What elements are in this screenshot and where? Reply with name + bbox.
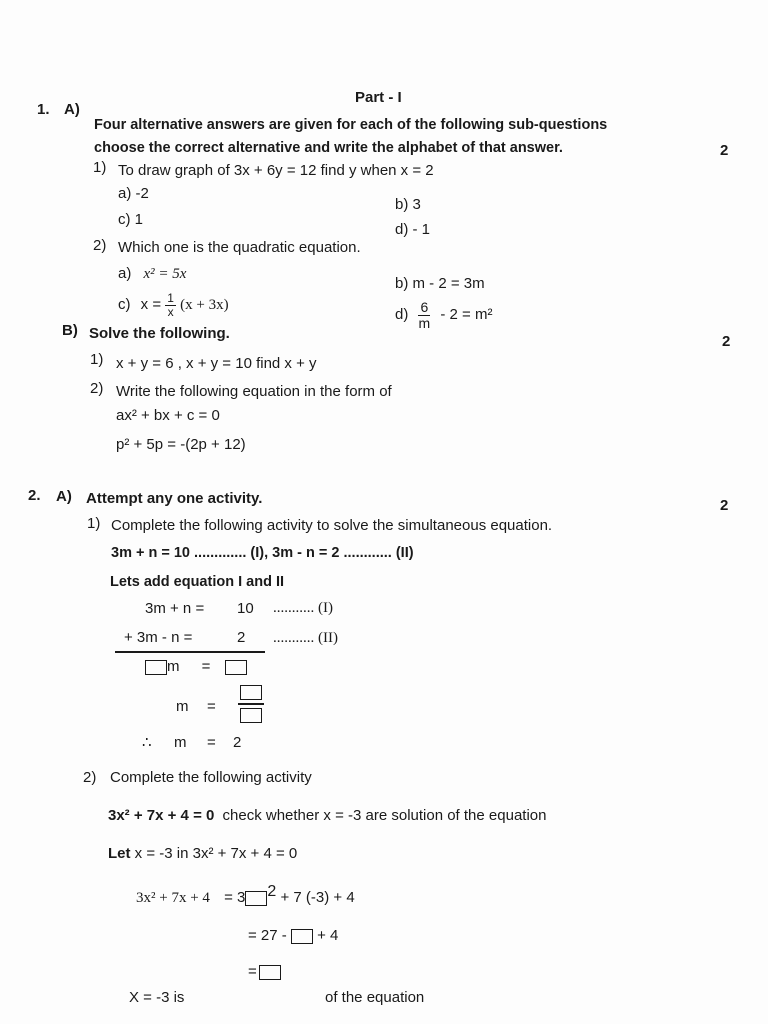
q2-act2-text: Complete the following activity bbox=[110, 769, 312, 786]
q1-b2-text: Write the following equation in the form of bbox=[116, 383, 392, 400]
q2-act2-line3-post: + 7 (-3) + 4 bbox=[280, 889, 355, 906]
answer-blank-box[interactable] bbox=[259, 965, 281, 980]
q2-act2-line4-pre: = 27 - bbox=[248, 927, 287, 944]
q2-act1-add-line: Lets add equation I and II bbox=[110, 574, 285, 590]
q1-sub2-option-d bbox=[395, 300, 492, 330]
q1-b2-equation: p² + 5p = -(2p + 12) bbox=[116, 436, 246, 453]
q2-act2-line3-sup: 2 bbox=[267, 883, 277, 900]
q2-act2-line1-equation: 3x² + 7x + 4 = 0 bbox=[108, 807, 215, 824]
q2-act1-row1-lhs: 3m + n = bbox=[145, 600, 205, 617]
q1-sub2-option-c-rest: (x + 3x) bbox=[180, 297, 229, 314]
q1-sub2-option-b: b) m - 2 = 3m bbox=[395, 275, 485, 292]
q1-b2-form: ax² + bx + c = 0 bbox=[116, 407, 220, 424]
q1-sub2-option-d-rest: - 2 = m² bbox=[440, 306, 493, 324]
q2-act2-line2 bbox=[108, 846, 297, 861]
q2-act1-row4-var: m bbox=[176, 698, 189, 715]
q2-a-title: Attempt any one activity. bbox=[86, 490, 263, 507]
q2-act2-line3 bbox=[136, 884, 355, 906]
q2-number: 2. bbox=[28, 487, 41, 504]
fraction-denominator: m bbox=[418, 314, 431, 331]
q1-b-title: Solve the following. bbox=[89, 325, 230, 342]
q1-sub1-text: To draw graph of 3x + 6y = 12 find y when x = 2 bbox=[118, 162, 434, 179]
q2-act1-row5-therefore: ∴ bbox=[142, 734, 152, 751]
q2-act1-row5-eq: = bbox=[207, 734, 216, 751]
q2-act1-row4-eq: = bbox=[207, 698, 216, 715]
q2-a-marks: 2 bbox=[720, 497, 729, 514]
fraction-bar bbox=[238, 703, 264, 705]
q2-act1-row3 bbox=[145, 659, 247, 675]
q2-act2-line3-lhs: 3x² + 7x + 4 bbox=[136, 890, 210, 906]
sum-divider-line bbox=[115, 651, 265, 653]
q2-act2-line1 bbox=[108, 808, 546, 823]
q1-sub2-option-a-text: x² = 5x bbox=[143, 266, 187, 282]
q1-sub1-option-c: c) 1 bbox=[118, 211, 144, 228]
fraction-numerator: 6 bbox=[420, 299, 429, 315]
q2-act2-line4-post: + 4 bbox=[317, 927, 339, 944]
q2-act2-conclusion-a: X = -3 is bbox=[129, 989, 185, 1006]
q2-act2-line5-pre: = bbox=[248, 963, 257, 980]
answer-blank-box[interactable] bbox=[145, 660, 167, 675]
q1-b-label: B) bbox=[62, 322, 78, 339]
q2-act2-line4 bbox=[248, 928, 338, 944]
q1-a-marks: 2 bbox=[720, 142, 729, 159]
answer-blank-box[interactable] bbox=[291, 929, 313, 944]
q1-sub1-number: 1) bbox=[93, 159, 107, 176]
fraction-denominator: x bbox=[167, 304, 174, 319]
q1-sub2-option-d-fraction bbox=[417, 300, 433, 330]
q2-act1-row1-rhs: 10 bbox=[237, 600, 254, 617]
q1-a-instruction-line2: choose the correct alternative and write the alphabet of that answer. bbox=[94, 140, 563, 156]
q2-act1-row5-var: m bbox=[174, 734, 187, 751]
q1-b1-text: x + y = 6 , x + y = 10 find x + y bbox=[116, 355, 317, 372]
q2-act2-line1-text: check whether x = -3 are solution of the equation bbox=[222, 807, 547, 824]
q1-b1-number: 1) bbox=[90, 351, 104, 368]
q2-act1-row4-fraction bbox=[238, 685, 264, 723]
q2-act2-line2-let: Let bbox=[108, 845, 131, 862]
q2-act1-row2-rhs: 2 bbox=[237, 629, 246, 646]
q1-a-instruction-line1: Four alternative answers are given for each of the following sub-questions bbox=[94, 117, 608, 133]
q1-sub2-option-a-label: a) bbox=[118, 265, 132, 282]
q2-act1-number: 1) bbox=[87, 515, 101, 532]
q1-b-marks: 2 bbox=[722, 333, 731, 350]
answer-blank-box[interactable] bbox=[240, 708, 262, 723]
q1-sub2-number: 2) bbox=[93, 237, 107, 254]
q1-sub1-option-b: b) 3 bbox=[395, 196, 421, 213]
q1-a-label: A) bbox=[64, 101, 80, 118]
q2-act1-row5-val: 2 bbox=[233, 734, 242, 751]
q1-sub2-option-c bbox=[118, 292, 229, 318]
q2-act1-row1-tag: ........... (I) bbox=[273, 600, 333, 616]
q2-act1-row3-eq: = bbox=[201, 658, 211, 675]
q2-act1-equations: 3m + n = 10 ............. (I), 3m - n = 2 ............ (II) bbox=[111, 545, 414, 561]
q2-act2-number: 2) bbox=[83, 769, 97, 786]
q2-act2-conclusion-b: of the equation bbox=[325, 989, 425, 1006]
q2-act2-line3-pre: = 3 bbox=[224, 889, 246, 906]
answer-blank-box[interactable] bbox=[245, 891, 267, 906]
q2-act1-text: Complete the following activity to solve the simultaneous equation. bbox=[111, 517, 553, 534]
answer-blank-box[interactable] bbox=[225, 660, 247, 675]
q1-sub2-option-c-fraction bbox=[165, 292, 176, 318]
q1-sub2-option-c-lhs: x = bbox=[140, 296, 162, 314]
q1-sub1-option-d: d) - 1 bbox=[395, 221, 431, 238]
q1-number: 1. bbox=[37, 101, 50, 118]
answer-blank-box[interactable] bbox=[240, 685, 262, 700]
q2-act2-line5 bbox=[248, 964, 281, 980]
q2-act1-row3-var: m bbox=[167, 658, 180, 675]
q2-a-label: A) bbox=[56, 488, 72, 505]
part-title: Part - I bbox=[355, 89, 402, 106]
q1-sub1-option-a: a) -2 bbox=[118, 185, 149, 202]
q2-act1-row2-lhs: + 3m - n = bbox=[124, 629, 193, 646]
q2-act2-line2-text: x = -3 in 3x² + 7x + 4 = 0 bbox=[134, 845, 298, 862]
q1-sub2-text: Which one is the quadratic equation. bbox=[118, 239, 361, 256]
q2-act1-row2-tag: ........... (II) bbox=[273, 630, 338, 646]
q1-b2-number: 2) bbox=[90, 380, 104, 397]
q1-sub2-option-a bbox=[118, 266, 186, 282]
q1-sub2-option-c-label: c) bbox=[118, 296, 131, 314]
fraction-numerator: 1 bbox=[167, 291, 174, 305]
q1-sub2-option-d-label: d) bbox=[395, 306, 409, 324]
